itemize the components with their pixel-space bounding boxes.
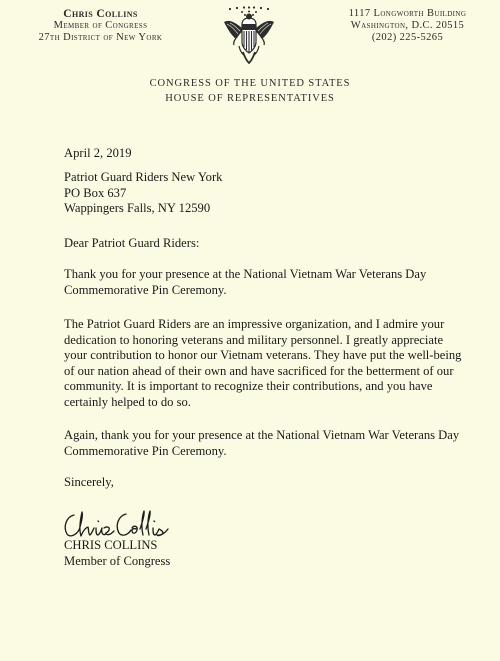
letter-date: April 2, 2019 bbox=[64, 146, 132, 160]
house-heading: HOUSE OF REPRESENTATIVES bbox=[165, 93, 335, 104]
letterhead-district: 27th District of New York bbox=[38, 32, 163, 43]
recipient-address bbox=[64, 170, 466, 217]
letterhead-left bbox=[18, 8, 183, 44]
paragraph-2: The Patriot Guard Riders are an impressive organization, and I admire your dedication to honoring veterans and military personnel. I greatly appreciate your contribution to honor our Vietnam veterans. They have put the well-being of our nation ahead of their own and have sacrificed for the betterment of our community. It is important to recognize their contributions, and you have certainly helped to do so. bbox=[64, 317, 462, 409]
paragraph-1: Thank you for your presence at the National Vietnam War Veterans Day Commemorative Pin Ceremony. bbox=[64, 267, 427, 297]
office-phone: (202) 225-5265 bbox=[371, 32, 444, 43]
signer-title: Member of Congress bbox=[64, 553, 171, 568]
letterhead-title: Member of Congress bbox=[53, 20, 148, 31]
office-address-line2: Washington, D.C. 20515 bbox=[350, 20, 465, 31]
recipient-line2: PO Box 637 bbox=[64, 185, 127, 200]
closing: Sincerely, bbox=[64, 475, 114, 489]
signer-name: CHRIS COLLINS bbox=[64, 538, 158, 552]
letterhead-right bbox=[335, 8, 480, 44]
recipient-line3: Wappingers Falls, NY 12590 bbox=[64, 201, 211, 215]
house-seal-icon bbox=[222, 6, 276, 68]
office-address-line1: 1117 Longworth Building bbox=[348, 8, 467, 19]
salutation: Dear Patriot Guard Riders: bbox=[64, 236, 200, 250]
letterhead-name: Chris Collins bbox=[63, 8, 138, 20]
recipient-line1: Patriot Guard Riders New York bbox=[64, 170, 223, 184]
signer-block bbox=[64, 538, 466, 569]
congress-heading: CONGRESS OF THE UNITED STATES bbox=[149, 78, 351, 89]
paragraph-3: Again, thank you for your presence at the National Vietnam War Veterans Day Commemorative Pin Ceremony. bbox=[64, 428, 460, 458]
